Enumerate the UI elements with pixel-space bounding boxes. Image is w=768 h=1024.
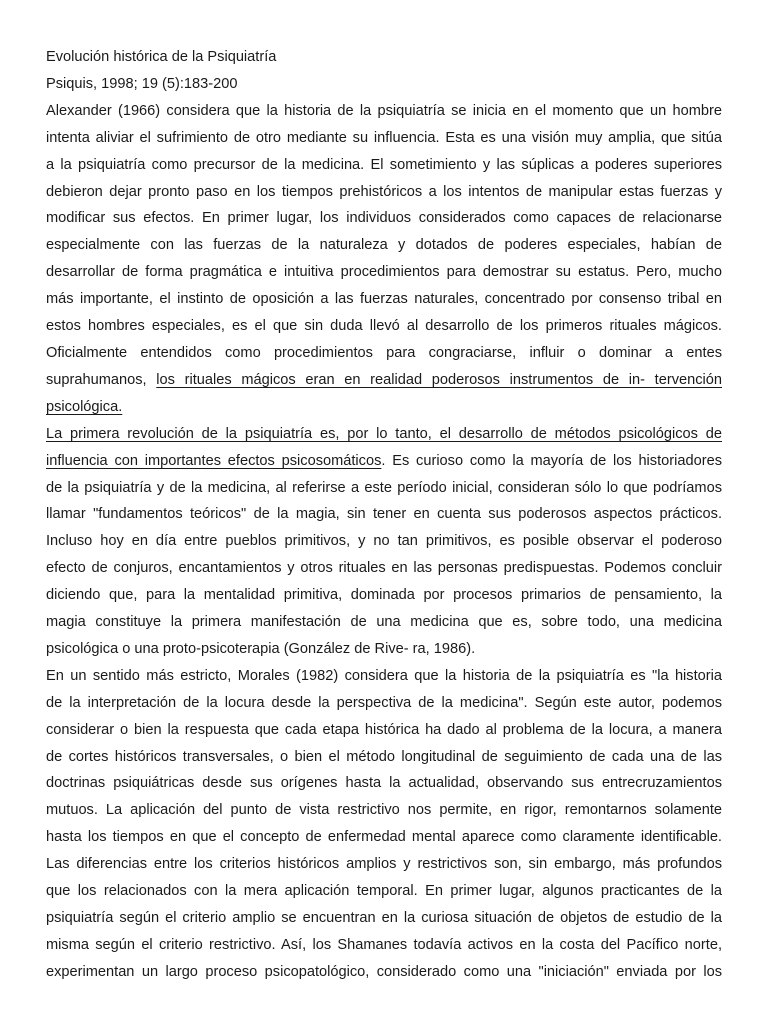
body-text: misma según el criterio restrictivo. Así, los Shamanes todavía activos en la costa del Pacífico norte, bbox=[46, 936, 722, 953]
body-line bbox=[46, 932, 722, 959]
body-text: psicológica o una proto-psicoterapia (González de Rive- ra, 1986). bbox=[46, 640, 476, 657]
body-text: suprahumanos, bbox=[46, 371, 157, 388]
body-line bbox=[46, 394, 722, 421]
underlined-text: influencia con importantes efectos psicosomáticos bbox=[46, 452, 382, 469]
body-line bbox=[46, 313, 722, 340]
underlined-text: psicológica. bbox=[46, 398, 123, 415]
document-title: Evolución histórica de la Psiquiatría bbox=[46, 49, 277, 65]
body-text: diciendo que, para la mentalidad primitiva, dominada por procesos primarios de pensamiento, la bbox=[46, 587, 722, 604]
body-text: Las diferencias entre los criterios históricos amplios y restrictivos son, sin embargo, más profundos bbox=[46, 856, 722, 873]
body-text: de cortes históricos transversales, o bien el método longitudinal de seguimiento de cada una de las bbox=[46, 748, 722, 765]
body-line bbox=[46, 744, 722, 771]
body-line bbox=[46, 179, 722, 206]
body-line bbox=[46, 501, 722, 528]
body-line bbox=[46, 959, 722, 986]
document-body bbox=[46, 98, 722, 986]
body-line bbox=[46, 367, 722, 394]
body-line bbox=[46, 878, 722, 905]
body-line bbox=[46, 609, 722, 636]
body-line bbox=[46, 259, 722, 286]
underlined-text: La primera revolución de la psiquiatría es, por lo tanto, el desarrollo de métodos psicológicos de bbox=[46, 425, 722, 442]
body-text: efecto de conjuros, encantamientos y otros rituales en las personas predispuestas. Podemos concluir bbox=[46, 560, 722, 577]
body-text: hasta los tiempos en que el concepto de enfermedad mental aparece como claramente identificable. bbox=[46, 829, 722, 846]
body-line bbox=[46, 286, 722, 313]
body-line bbox=[46, 528, 722, 555]
body-line bbox=[46, 770, 722, 797]
body-text: a la psiquiatría como precursor de la medicina. El sometimiento y las súplicas a poderes superiores bbox=[46, 156, 722, 173]
body-text: psiquiatría según el criterio amplio se encuentran en la curiosa situación de objetos de estudio de la bbox=[46, 910, 722, 926]
body-text: mutuos. La aplicación del punto de vista restrictivo nos permite, en rigor, remontarnos solamente bbox=[46, 802, 722, 819]
body-text: que los relacionados con la mera aplicación temporal. En primer lugar, algunos practicantes de la bbox=[46, 883, 722, 900]
body-text: Incluso hoy en día entre pueblos primitivos, y no tan primitivos, es posible observar el poderoso bbox=[46, 533, 722, 550]
body-text: doctrinas psiquiátricas desde sus orígenes hasta la actualidad, observando sus entrecruzamientos bbox=[46, 775, 722, 792]
body-line bbox=[46, 421, 722, 448]
body-line bbox=[46, 232, 722, 259]
body-line bbox=[46, 717, 722, 744]
document-citation: Psiquis, 1998; 19 (5):183-200 bbox=[46, 75, 238, 92]
body-line bbox=[46, 797, 722, 824]
body-text: modificar sus efectos. En primer lugar, los individuos considerados como capaces de relacionarse bbox=[46, 210, 722, 227]
body-text: estos hombres especiales, es el que sin duda llevó al desarrollo de los primeros rituales mágicos. bbox=[46, 318, 722, 335]
body-line bbox=[46, 905, 722, 932]
body-text: debieron dejar pronto paso en los tiempos prehistóricos a los intentos de manipular estas fuerzas y bbox=[46, 183, 722, 200]
body-line bbox=[46, 475, 722, 502]
body-text: experimentan un largo proceso psicopatológico, considerado como una "iniciación" enviada por los bbox=[46, 963, 722, 980]
body-line bbox=[46, 205, 722, 232]
body-line bbox=[46, 152, 722, 179]
body-text: desarrollar de forma pragmática e intuitiva procedimientos para demostrar su estatus. Pero, mucho bbox=[46, 264, 722, 281]
body-text: En un sentido más estricto, Morales (1982) considera que la historia de la psiquiatría es "la historia bbox=[46, 667, 722, 684]
body-text: especialmente con las fuerzas de la naturaleza y dotados de poderes especiales, habían de bbox=[46, 237, 722, 254]
body-text: más importante, el instinto de oposición a las fuerzas naturales, concentrado por consenso tribal en bbox=[46, 291, 722, 308]
body-line bbox=[46, 663, 722, 690]
body-text: Alexander (1966) considera que la historia de la psiquiatría se inicia en el momento que un hombre bbox=[46, 102, 722, 119]
body-line bbox=[46, 851, 722, 878]
body-text: llamar "fundamentos teóricos" de la magia, sin tener en cuenta sus poderosos aspectos prácticos. bbox=[46, 506, 722, 523]
underlined-text: los rituales mágicos eran en realidad poderosos instrumentos de in- tervención bbox=[156, 371, 722, 388]
body-text: magia constituye la primera manifestación de una medicina que es, sobre todo, una medicina bbox=[46, 614, 722, 631]
body-line bbox=[46, 824, 722, 851]
body-text: Oficialmente entendidos como procedimientos para congraciarse, influir o dominar a entes bbox=[46, 344, 722, 361]
body-text: intenta aliviar el sufrimiento de otro mediante su influencia. Esta es una visión muy amplia, que sitúa bbox=[46, 129, 722, 146]
body-text: . Es curioso como la mayoría de los historiadores bbox=[381, 452, 722, 469]
body-text: de la interpretación de la locura desde la perspectiva de la medicina". Según este autor, podemos bbox=[46, 694, 722, 711]
body-text: de la psiquiatría y de la medicina, al referirse a este período inicial, consideran sólo lo que podríamos bbox=[46, 479, 722, 496]
body-line bbox=[46, 98, 722, 125]
body-line bbox=[46, 582, 722, 609]
body-line bbox=[46, 690, 722, 717]
document-page bbox=[46, 44, 722, 986]
body-line bbox=[46, 340, 722, 367]
body-text: considerar o bien la respuesta que cada etapa histórica ha dado al problema de la locura, a manera bbox=[46, 721, 722, 738]
body-line bbox=[46, 555, 722, 582]
body-line bbox=[46, 636, 722, 663]
body-line bbox=[46, 448, 722, 475]
body-line bbox=[46, 125, 722, 152]
